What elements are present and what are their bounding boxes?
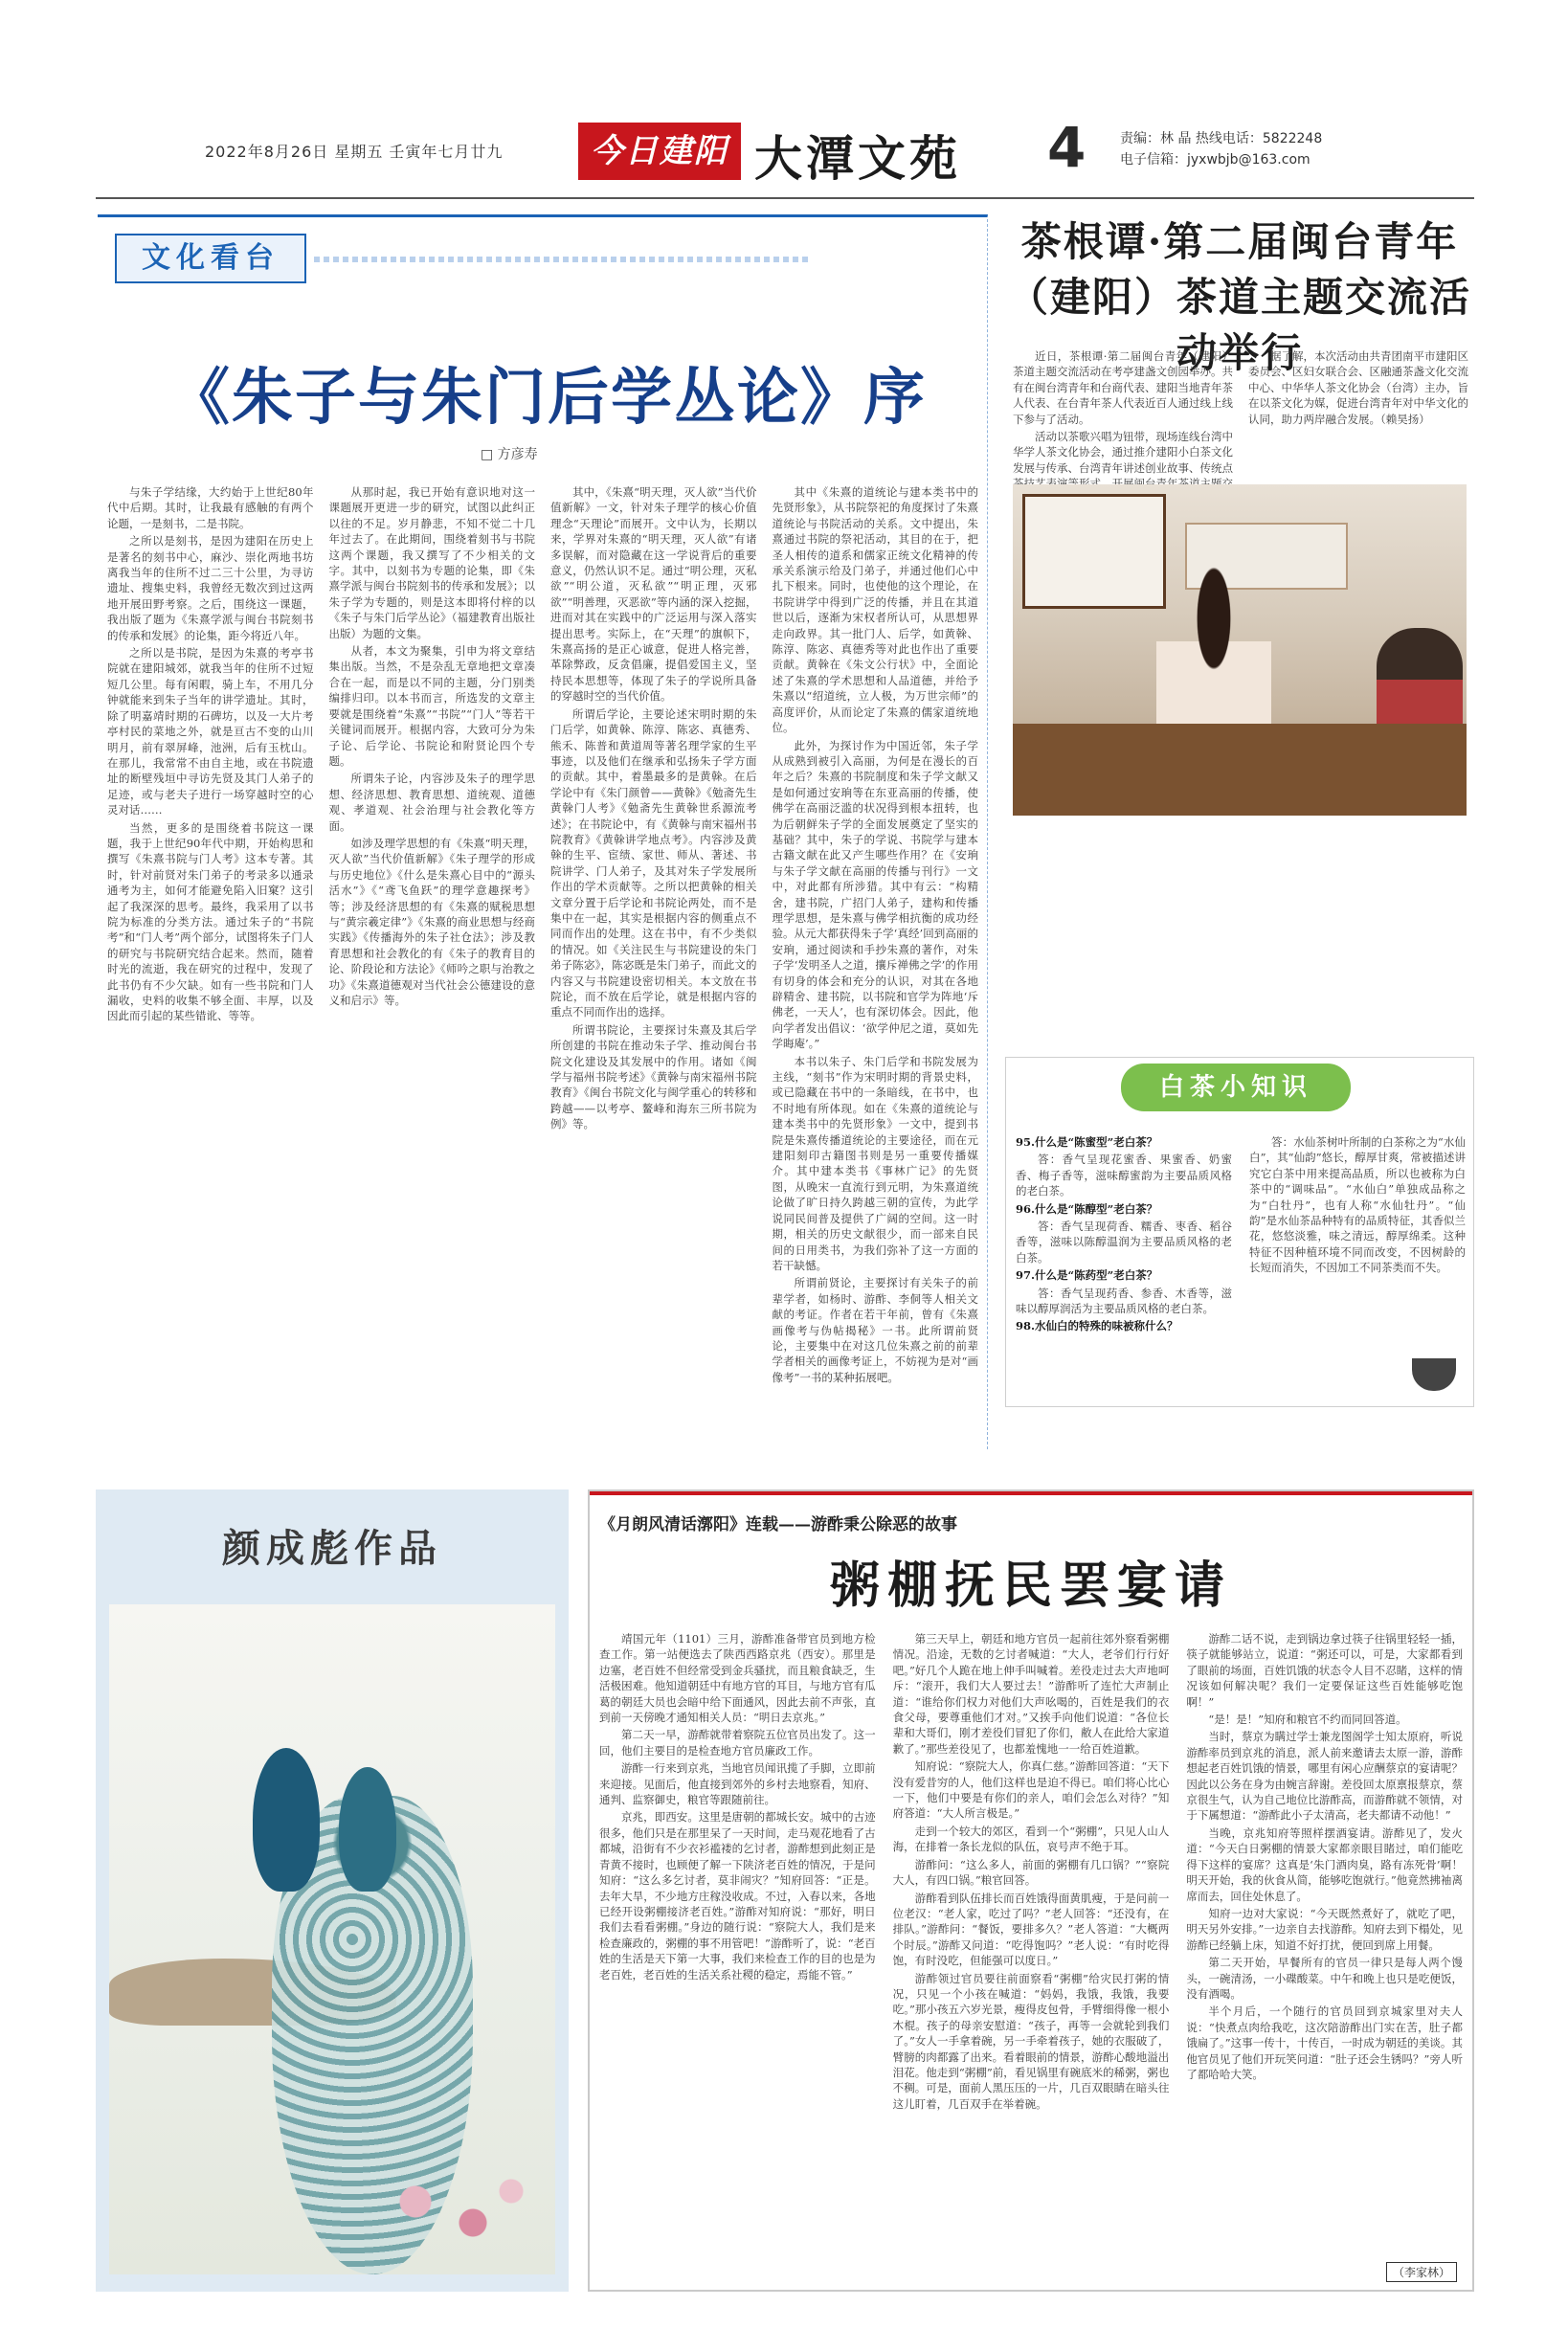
paragraph: 之所以是书院，是因为朱熹的考亭书院就在建阳城郊，就我当年的住所不过短短几公里。每有闲暇，骑上车，不用几分钟就能来到朱子当年的讲学遗址。其时，除了明嘉靖时期的石碑坊，以及一大片考亭村民的菜地之外，就是亘古不变的山川明月，前有翠屏峰，池洲，后有玉枕山。在那儿，我常常不由自主地，或在书院遗址的断壁残垣中寻访先贤及其门人弟子的足迹，或与老夫子进行一场穿越时空的心灵对话…… bbox=[107, 646, 314, 817]
paragraph: 近日，茶根谭·第二届闽台青年（建阳）茶道主题交流活动在考亭建盏文创园举办。共有在闽台湾青年和台商代表、建阳当地青年茶人代表、在台青年茶人代表近百人通过线上线下参与了活动。 bbox=[1013, 349, 1233, 426]
culture-tag: 文化看台 bbox=[115, 234, 306, 283]
article-columns bbox=[1013, 348, 1468, 473]
artwork-title: 颜成彪作品 bbox=[222, 1526, 442, 1571]
article-title: 茶根谭·第二届闽台青年（建阳）茶道主题交流活动举行 bbox=[1007, 218, 1471, 376]
paragraph: 之所以是刻书，是因为建阳在历史上是著名的刻书中心，麻沙、崇化两地书坊离我当年的住所不过二三十公里，为寻访遗址、搜集史料，我曾经无数次到过这两地开展田野考察。之后，围绕这一课题，我出版了题为《朱熹学派与闽台书院刻书的传承和发展》的论集，距今将近八年。 bbox=[107, 534, 314, 642]
paragraph: 第三天早上，朝廷和地方官员一起前往郊外察看粥棚情况。沿途，无数的乞讨者喊道：“大人，老爷们行行好吧。”好几个人跪在地上伸手叫喊着。差役走过去大声地呵斥：“滚开，我们大人要过去！”游酢听了连忙大声制止道：“谁给你们权力对他们大声吆喝的，百姓是我们的衣食父母，要尊重他们才对。”又挨手向他们说道：“各位长辈和大哥们，刚才差役们冒犯了你们，敝人在此给大家道歉了。”那些差役见了，也都羞愧地一一给百姓道歉。 bbox=[892, 1632, 1170, 1756]
section-title: 大潭文苑 bbox=[754, 131, 961, 187]
paragraph: 京兆，即西安。这里是唐朝的都城长安。城中的古迹很多，他们只是在那里呆了一天时间，走马观花地看了古都城，沿街有不少衣衫褴褛的乞讨者，游酢想到此刻正是青黄不接时，也顾便了解一下陕济老百姓的情况，于是问知府：“这么多乞讨者，莫非闹灾？”知府回答：“正是。去年大旱，不少地方庄稼没收成。不过，入春以来，各地已经开设粥棚接济老百姓。”游酢对知府说：“那好，明日我们去看看粥棚。”身边的随行说：“察院大人，我们是来检查廉政的，粥棚的事不用管吧！”游酢听了，说：“老百姓的生活是天下第一大事，我们来检查工作的目的也是为老百姓，老百姓的生活关系社稷的稳定，焉能不管。” bbox=[599, 1810, 876, 1982]
paragraph: 与朱子学结缘，大约始于上世纪80年代中后期。其时，让我最有感触的有两个论题，一是刻书，二是书院。 bbox=[107, 485, 314, 530]
paragraph: 如涉及理学思想的有《朱熹“明天理，灭人欲”当代价值新解》《朱子理学的形成与历史地位》《什么是朱熹心目中的“源头活水”》《“鸢飞鱼跃”的理学意趣探考》等；涉及经济思想的有《朱熹的赋税思想与“黄宗羲定律”》《朱熹的商业思想与经商实践》《传播海外的朱子社仓法》；涉及教育思想和社会教化的有《朱子的教育目的论、阶段论和方法论》《师吟之职与治教之功》《朱熹道德观对当代社会公德建设的意义和启示》等。 bbox=[328, 836, 535, 1007]
knowledge-columns bbox=[1016, 1134, 1466, 1393]
article-kicker: 《月朗风清话漷阳》连载——游酢秉公除恶的故事 bbox=[599, 1515, 957, 1534]
white-tea-knowledge-box bbox=[1005, 1057, 1474, 1407]
article-column bbox=[329, 484, 536, 1442]
article-title: 《朱子与朱门后学丛论》序 bbox=[168, 363, 927, 434]
email-line: 电子信箱：jyxwbjb@163.com bbox=[1120, 152, 1310, 168]
article-column bbox=[599, 1631, 876, 2282]
question: 97.什么是“陈药型”老白茶？ bbox=[1016, 1268, 1158, 1283]
article-column bbox=[550, 484, 757, 1442]
masthead bbox=[205, 115, 1363, 190]
newspaper-logo: 今日建阳 bbox=[578, 123, 741, 180]
window-shape bbox=[1022, 494, 1166, 609]
editor-line: 责编：林 晶 热线电话：5822248 bbox=[1120, 131, 1323, 146]
paragraph: 其中《朱熹的道统论与建本类书中的先贤形象》，从书院祭祀的角度探讨了朱熹道统论与书院活动的关系。文中提出，朱熹通过书院的祭祀活动，其目的在于，把圣人相传的道系和儒家正统文化精神的传承关系演示给及门弟子，并通过他们心中扎下根来。同时，也使他的这个理论，在书院讲学中得到广泛的传播，并且在其道世以后，逐渐为宋权者所认可，从思想界走向政界。其一批门人、后学，如黄榦、陈淳、陈宓、真德秀等对此也作出了重要贡献。黄榦在《朱文公行状》中，全面论述了朱熹的学术思想和人品道德，并给予朱熹以“绍道统，立人极，为万世宗师”的高度评价，从而论定了朱熹的儒家道统地位。 bbox=[772, 485, 978, 735]
question: 95.什么是“陈蜜型”老白茶？ bbox=[1016, 1135, 1158, 1149]
issue-date: 2022年8月26日 星期五 壬寅年七月廿九 bbox=[205, 143, 504, 161]
author-signature: （李家林） bbox=[1386, 2262, 1457, 2282]
masthead-divider bbox=[96, 197, 1474, 199]
paragraph: 本书以朱子、朱门后学和书院发展为主线，“刻书”作为宋明时期的背景史料，或已隐藏在书中的一条暗线，在书中，也不时地有所体现。如在《朱熹的道统论与建本类书中的先贤形象》一文中，提到书院是朱熹传播道统论的主要途径，而在元建阳刻印古籍图书则是另一重要传播媒介。其中建本类书《事林广记》的先贤图，从晚宋一直流行到元明，为朱熹道统论做了旷日持久跨越三朝的宣传，为此学说同民间普及提供了广阔的空间。这一时期，相关的历史文献很少，而一部来自民间的日用类书，为我们弥补了这一方面的若干缺憾。 bbox=[772, 1054, 978, 1272]
question: 96.什么是“陈醇型”老白茶？ bbox=[1016, 1201, 1158, 1216]
story-article bbox=[588, 1489, 1474, 2292]
peacock-painting bbox=[109, 1604, 555, 2274]
artwork-section bbox=[96, 1489, 569, 2292]
paragraph: 所谓后学论，主要论述宋明时期的朱门后学，如黄榦、陈淳、陈宓、真德秀、熊禾、陈普和黄道周等著名理学家的生平事迹，以及他们在继承和弘扬朱子学方面的贡献。其中，着墨最多的是黄榦。在后学论中有《朱门颜曾——黄榦》《勉斋先生黄榦门人考》《勉斋先生黄榦世系源流考述》；在书院论中，有《黄榦与南宋福州书院教育》《黄榦讲学地点考》。内容涉及黄榦的生平、宦绩、家世、师从、著述、书院讲学、门人弟子，及其对朱子学发展所作出的学术贡献等。之所以把黄榦的相关文章分置于后学论和书院论两处，而不是集中在一起，其实是根据内容的侧重点不同而作出的处理。这在书中，有不少类似的情况。如《关注民生与书院建设的朱门弟子陈宓》，陈宓既是朱门弟子，而此文的内容又与书院建设密切相关。本文放在书院论，而不放在后学论，就是根据内容的重点不同而作出的选择。 bbox=[550, 706, 757, 1019]
paragraph: 据了解，本次活动由共青团南平市建阳区委员会、区妇女联合会、区融通茶盏文化交流中心、中华华人茶文化协会（台湾）主办，旨在以茶文化为媒，促进台湾青年对中华文化的认同，助力两岸融合发展。（赖昊扬） bbox=[1248, 349, 1468, 426]
knowledge-column bbox=[1016, 1134, 1232, 1393]
article-columns bbox=[107, 484, 978, 1442]
answer: 答：香气呈现花蜜香、果蜜香、奶蜜香、梅子香等，滋味醇蜜韵为主要品质风格的老白茶。 bbox=[1016, 1153, 1232, 1198]
paragraph: 此外，为探讨作为中国近邻，朱子学从成熟到被引入高丽，为何是在漫长的百年之后？朱熹的书院制度和朱子学文献又是如何通过安珦等在东亚高丽的传播，使佛学在高丽泛滥的状况得到根本扭转，也为后朝鲜朱子学的全面发展奠定了坚实的基础？其中，朱子的学说、书院学与建本古籍文献在此又产生哪些作用？在《安珦与朱子学文献在高丽的传播与刊行》一文中，对此都有所涉猎。其中有云：“构精舍，建书院，广招门人弟子，建构和传播理学思想，是朱熹与佛学相抗衡的成功经验。从元大都获得朱子学‘真经’回到高丽的安珦，通过阅读和手抄朱熹的著作，对朱子学‘发明圣人之道，攘斥禅佛之学’的作用有切身的体会和充分的认识，对其在各地辟精舍、建书院，以书院和官学为阵地‘斥佛老，一天人’，也有深切体会。因此，他向学者发出倡议：‘欲学仲尼之道，莫如先学晦庵’。” bbox=[772, 738, 978, 1051]
paragraph: 游酢看到队伍排长而百姓饿得面黄肌瘦，于是问前一位老汉：“老人家，吃过了吗？”老人回答：“还没有，在排队。”游酢问：“餐饭，要排多久？”老人答道：“大概两个时辰。”游酢又问道：“吃得饱吗？”老人说：“有时吃得饱，有时没吃，但能强可以度日。” bbox=[892, 1891, 1170, 1968]
page-number: 4 bbox=[1047, 115, 1086, 180]
paragraph: 所谓前贤论，主要探讨有关朱子的前辈学者，如杨时、游酢、李侗等人相关文献的考证。作者在若干年前，曾有《朱熹画像考与伪帖揭秘》一书。此所谓前贤论，主要集中在对这几位朱熹之前的前辈学者相关的画像考证上，不妨视为是对“画像考”一书的某种拓展吧。 bbox=[772, 1276, 978, 1384]
article-top-rule bbox=[590, 1491, 1472, 1495]
question: 98.水仙白的特殊的味被称什么？ bbox=[1016, 1319, 1178, 1333]
paragraph: 游酢二话不说，走到锅边拿过筷子往锅里轻轻一插，筷子就能够站立，说道：“粥还可以，可是，大家都看到了眼前的场面，百姓饥饿的状态令人目不忍睹，这样的情况该如何解决呢？我们一定要保证这些百姓能够吃饱啊！” bbox=[1186, 1632, 1463, 1709]
article-column bbox=[1186, 1631, 1463, 2282]
paragraph: 走到一个较大的郊区，看到一个“粥棚”，只见人山人海，在排着一条长龙似的队伍，哀号声不绝于耳。 bbox=[892, 1824, 1170, 1854]
paragraph: “是！是！”知府和粮官不约而同回答道。 bbox=[1208, 1713, 1407, 1727]
paragraph: 所谓书院论，主要探讨朱熹及其后学所创建的书院在推动朱子学、推动闽台书院文化建设及其发展中的作用。诸如《闽学与福州书院考述》《黄榦与南宋福州书院教育》《闽台书院文化与闽学重心的转移和跨越——以考亭、鳌峰和海东三所书院为例》等。 bbox=[550, 1022, 757, 1131]
article-column bbox=[893, 1631, 1170, 2282]
tag-decoration bbox=[314, 257, 812, 262]
preface-article bbox=[98, 214, 988, 1449]
paragraph: 第二天开始，早餐所有的官员一律只是每人两个馒头，一碗清汤，一小碟酸菜。中午和晚上也只是吃便饭，没有酒喝。 bbox=[1186, 1956, 1463, 2001]
article-column bbox=[107, 484, 314, 1442]
paragraph: 靖国元年（1101）三月，游酢准备带官员到地方检查工作。第一站便选去了陕西西路京兆（西安）。那里是边塞，老百姓不但经常受到金兵骚扰，而且粮食缺乏，生活极困难。他知道朝廷中有地方官的耳目，与地方官有瓜葛的朝廷大员也会暗中给下面通风，因此去前不声张，直到前一天傍晚才通知相关人员：“明日去京兆。” bbox=[599, 1632, 876, 1725]
tea-ceremony-photo bbox=[1013, 484, 1467, 816]
editor-info bbox=[1120, 128, 1322, 170]
paragraph: 从那时起，我已开始有意识地对这一课题展开更进一步的研究，试图以此纠正以往的不足。岁月静悲，不知不觉二十几年过去了。在此期间，围绕着刻书与书院这两个课题，我又撰写了不少相关的文字。其中，以刻书为专题的论集，即《朱熹学派与闽台书院刻书的传承和发展》；以朱子学为专题的，则是这本即将付梓的以《朱子与朱门后学丛论》（福建教育出版社出版）为题的文集。 bbox=[328, 485, 535, 640]
paragraph: 游酢一行来到京兆，当地官员闻讯揽了手脚，立即前来迎接。见面后，他直接到郊外的乡村去地察看，知府、通判、监察御史，粮官等跟随前往。 bbox=[599, 1761, 876, 1807]
paragraph: 当时，蔡京为瞒过学士兼龙图阁学士知太原府，听说游酢率员到京兆的消息，派人前来邀请去太原一游，游酢想起老百姓饥饿的情景，哪里有闲心应酬蔡京的宴请呢？因此以公务在身为由婉言辞谢。差役回太原禀报蔡京，蔡京很生气，认为自己地位比游酢高，而游酢就不领情，对于下属想道：“游酢此小子太清高，老夫都请不动他！” bbox=[1186, 1730, 1463, 1823]
box-heading: 白茶小知识 bbox=[1121, 1064, 1351, 1111]
paragraph: 半个月后，一个随行的官员回到京城家里对夫人说：“快煮点肉给我吃，这次陪游酢出门实在苦，肚子都饿扁了。”这事一传十，十传百，一时成为朝廷的美谈。其他官员见了他们开玩笑问道：“肚子还会生锈吗？”旁人听了都哈哈大笑。 bbox=[1186, 2004, 1463, 2081]
paragraph: 知府一边对大家说：“今天既然煮好了，就吃了吧，明天另外安排。”一边亲自去找游酢。知府去到下榻处，见游酢已经躺上床，知道不好打扰，便回到席上用餐。 bbox=[1186, 1906, 1463, 1952]
article-column bbox=[773, 484, 979, 1442]
paragraph: 游酢问：“这么多人，前面的粥棚有几口锅？”“察院大人，有四口锅。”粮官回答。 bbox=[892, 1857, 1170, 1888]
paragraph: 其中，《朱熹“明天理，灭人欲”当代价值新解》一文，针对朱子理学的核心价值理念“天理论”而展开。文中认为，长期以来，学界对朱熹的“明天理，灭人欲”有诸多误解，而对隐藏在这一学说背后的重要意义，仍然认识不足。通过“明公理，灭私欲”“明公道，灭私欲”“明正理，灭邪欲”“明善理，灭恶欲”等内涵的深入挖掘，进而对其在实践中的广泛运用与深入落实提出思考。实际上，在“天理”的旗帜下，朱熹高扬的是正心诚意，促进人格完善，革除弊政，反贪倡廉，提倡爱国主义，坚持民本思想等，体现了朱子的学说所具备的穿越时空的当代价值。 bbox=[550, 485, 757, 704]
tea-table-shape bbox=[1013, 724, 1467, 816]
answer: 答：香气呈现荷香、糯香、枣香、稻谷香等，滋味以陈醇温润为主要品质风格的老白茶。 bbox=[1016, 1220, 1232, 1265]
paragraph: 从者，本文为聚集，引申为将文章结集出版。当然，不是杂乱无章地把文章凑合在一起，而是以不同的主题，分门别类编排归印。以本书而言，所选发的文章主要就是围绕着“朱熹”“书院”“门人”等若干关键词而展开。根据内容，大致可分为朱子论、后学论、书院论和附贤论四个专题。 bbox=[328, 644, 535, 768]
paragraph: 知府说：“察院大人，你真仁慈。”游酢回答道：“天下没有爱昔穷的人，他们这样也是迫不得已。咱们将心比心一下，他们中要是有你们的亲人，咱们会怎么对待？”知府答道：“大人所言极是。” bbox=[892, 1759, 1170, 1821]
blossom-shape bbox=[358, 2160, 549, 2265]
answer: 答：水仙茶树叶所制的白茶称之为“水仙白”，其“仙韵”悠长，醇厚甘爽，常被描述讲究它白茶中用来提高品质，所以也被称为白茶中的“调味品”。“水仙白”单独成品称之为“白牡丹”，也有人称“水仙牡丹”。“仙韵”是水仙茶品种特有的品质特征，其香似兰花，悠悠淡雅，味之清远，醇厚绵柔。这种特征不因种植环境不同而改变，不因树龄的长短而消失，不因加工不同茶类而不失。 bbox=[1249, 1135, 1466, 1275]
paragraph: 当晚，京兆知府等照样摆酒宴请。游酢见了，发火道：“今天白日粥棚的情景大家都亲眼目睹过，咱们能吃得下这样的宴席？这真是‘朱门酒肉臭，路有冻死骨’啊！明天开始，我的伙食从简，能够吃饱就行。”他竟然拂袖离席而去，回住处休息了。 bbox=[1186, 1825, 1463, 1903]
article-title: 粥棚抚民罢宴请 bbox=[829, 1556, 1232, 1615]
tea-event-article bbox=[1005, 214, 1474, 1057]
peacock-shape bbox=[253, 1748, 320, 1892]
answer: 答：香气呈现药香、参香、木香等，滋味以醇厚润活为主要品质风格的老白茶。 bbox=[1016, 1286, 1232, 1316]
paragraph: 第二天一早，游酢就带着察院五位官员出发了。这一回，他们主要目的是检查地方官员廉政工作。 bbox=[599, 1728, 876, 1758]
paragraph: 游酢领过官员要往前面察看“粥棚”给灾民打粥的情况，只见一个小孩在喊道：“妈妈，我饿，我饿，我要吃。”那小孩五六岁光景，瘦得皮包骨，手臂细得像一根小木棍。孩子的母亲安慰道：“孩子，再等一会就轮到我们了。”女人一手拿着碗，另一手牵着孩子，她的衣服破了，臂膀的肉都露了出来。看着眼前的情景，游酢心酸地溢出泪花。他走到“粥棚”前，看见锅里有碗底米的稀粥，粥也不稠。可是，面前人黑压压的一片，几百双眼睛在暗头往这儿盯着，几百双手在举着碗。 bbox=[892, 1971, 1170, 2111]
peacock-shape bbox=[339, 1767, 396, 1892]
article-columns bbox=[599, 1631, 1463, 2282]
paragraph: 当然，更多的是围绕着书院这一课题，我于上世纪90年代中期，开始构思和撰写《朱熹书院与门人考》这本专著。其时，针对前贤对朱门弟子的考录多以通录通考为主，如何才能避免陷入旧窠？这引起了我深深的思考。最终，我采用了以书院为标准的分类方法。通过朱子的“书院考”和“门人考”两个部分，试图将朱子门人的研究与书院研究结合起来。然而，随着时光的流逝，我在研究的过程中，发现了此书仍有不少欠缺。如有一些书院和门人漏收，史料的收集不够全面、丰厚，以及因此而引起的某些错讹、等等。 bbox=[107, 820, 314, 1023]
paragraph: 所谓朱子论，内容涉及朱子的理学思想、经济思想、教育思想、道统观、道德观、孝道观、社会治理与社会教化等方面。 bbox=[328, 772, 535, 833]
paragraph: 活动以茶歌兴唱为钮带，现场连线台湾中华学人茶文化协会，通过推介建阳小白茶文化发展与传承、台湾青年讲述创业故事、传统点 bbox=[1013, 430, 1233, 475]
knowledge-column bbox=[1249, 1134, 1466, 1393]
article-byline: □ 方彦寿 bbox=[481, 447, 538, 462]
